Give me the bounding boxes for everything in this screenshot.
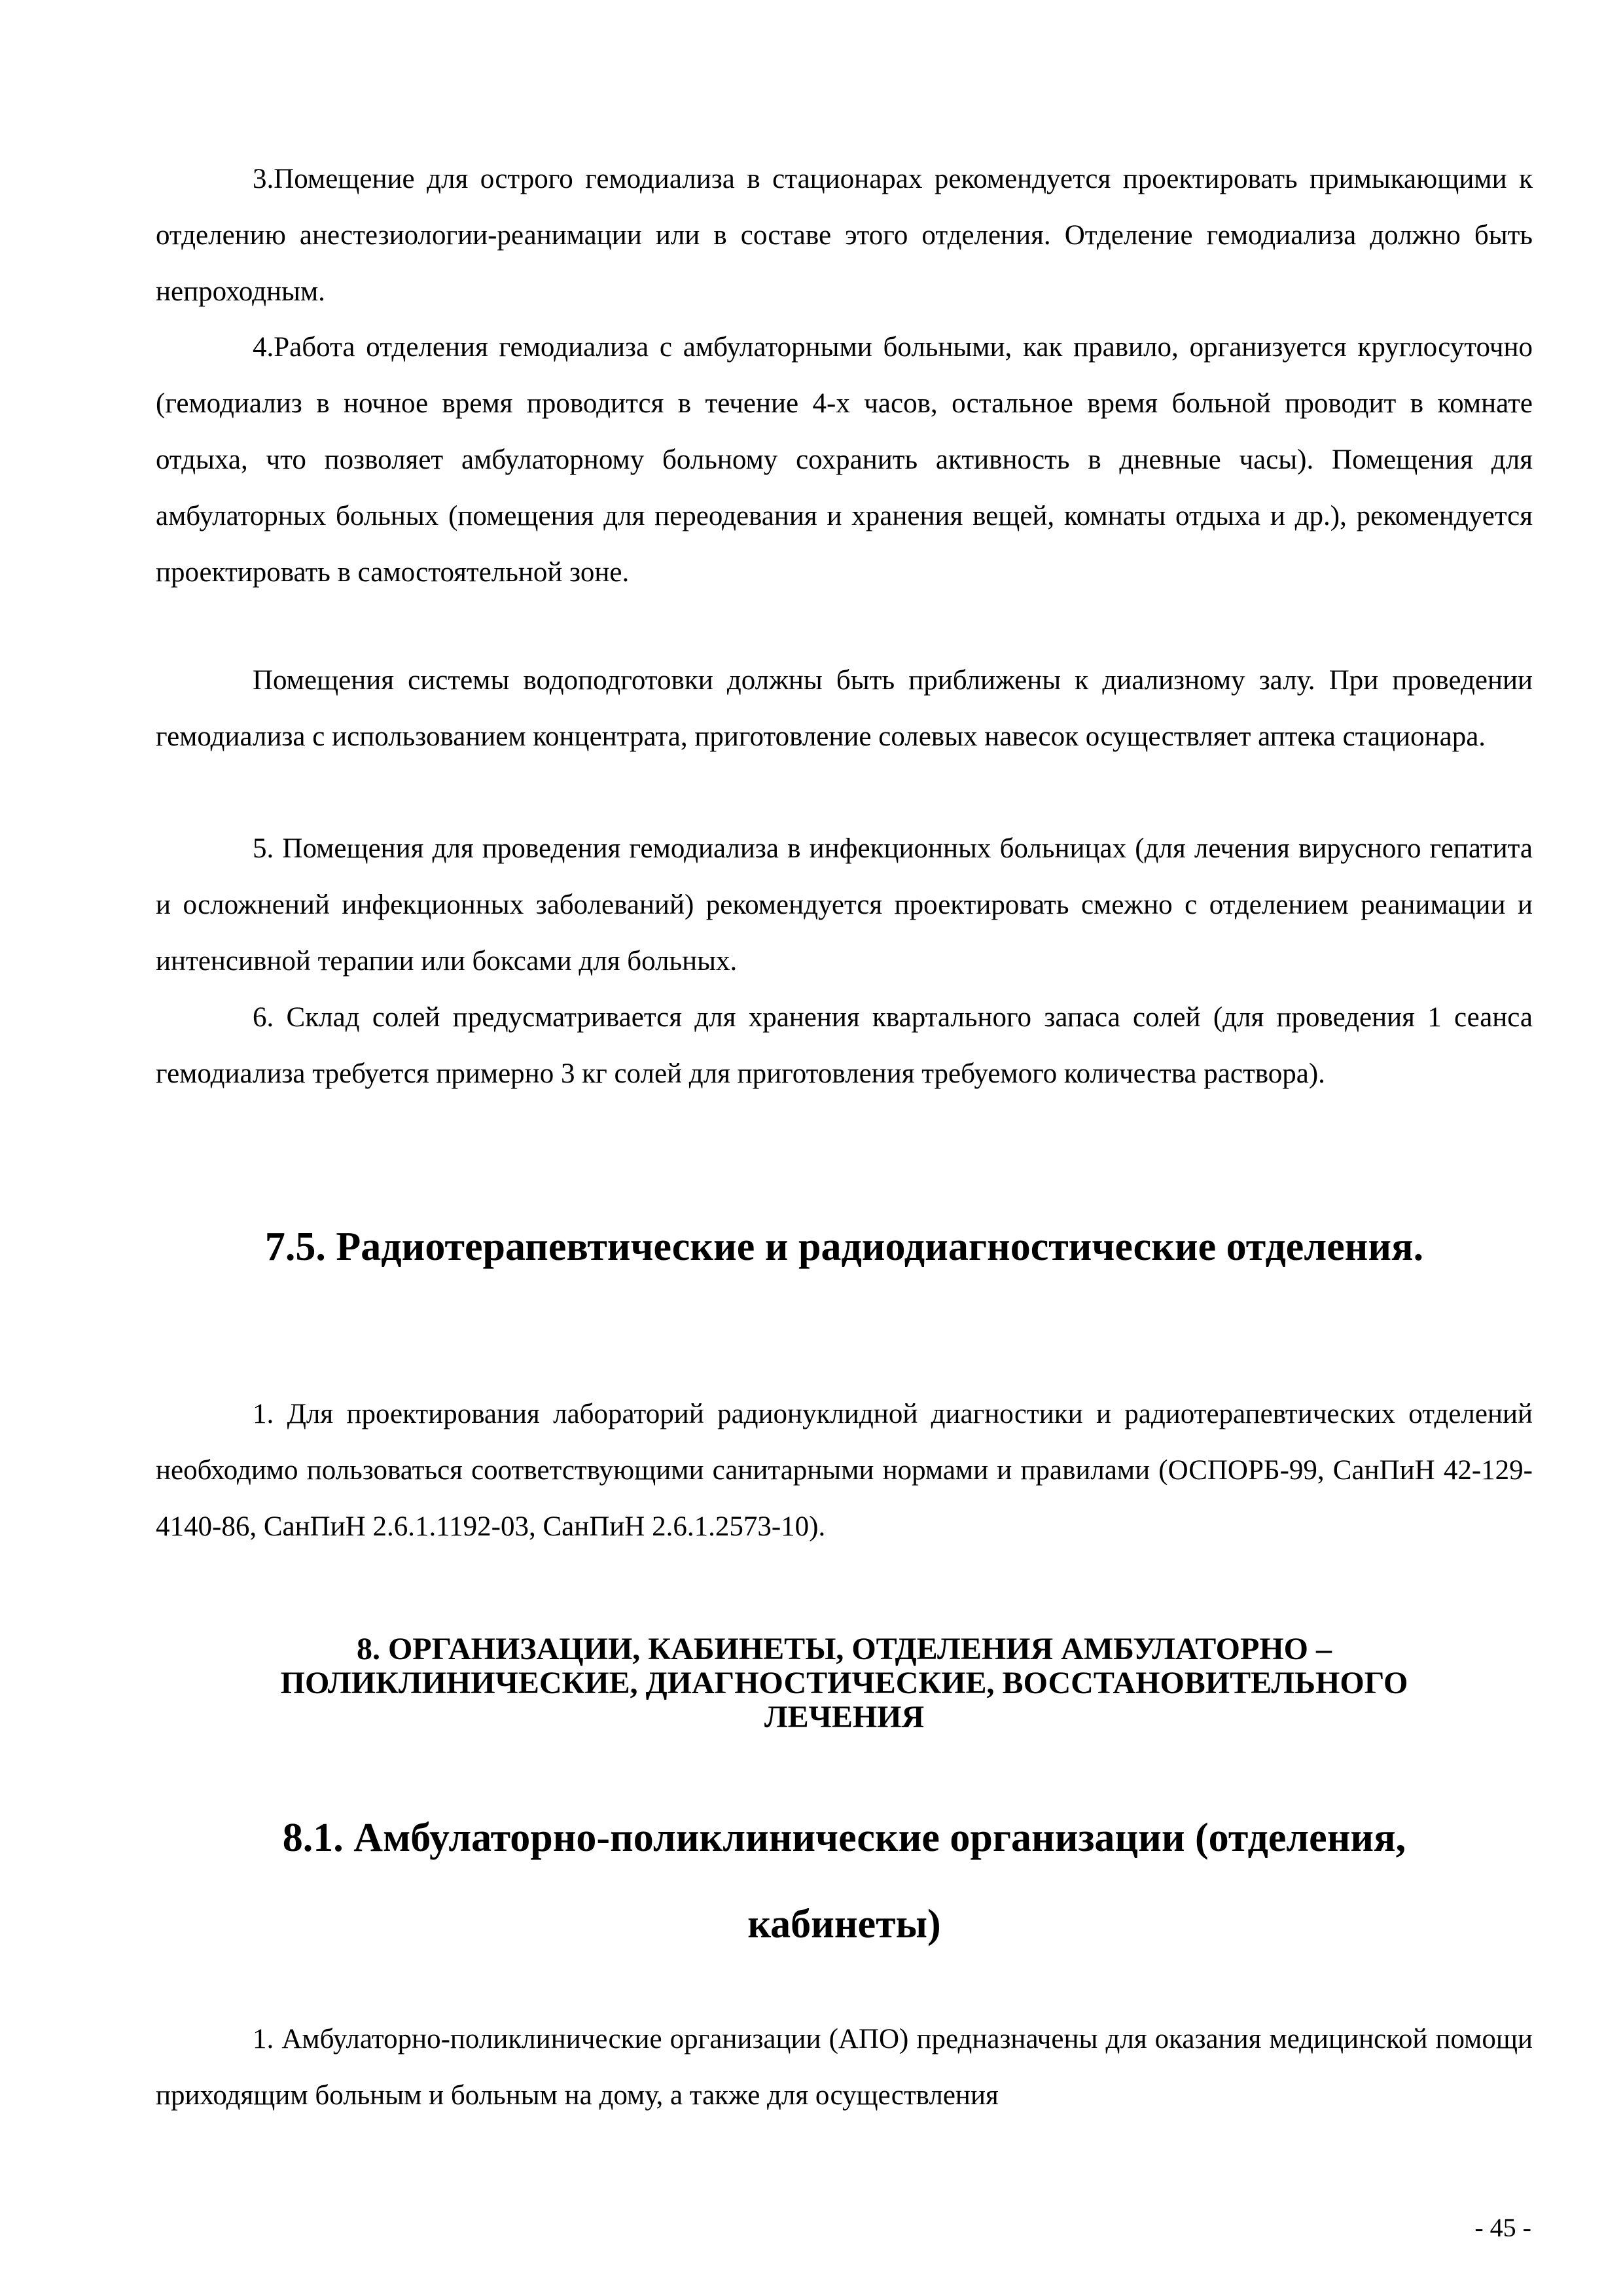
section-heading-8-1 [156, 1795, 1533, 1967]
paragraph-4: 4.Работа отделения гемодиализа с амбулаторными больными, как правило, организуется круглосуточно (гемодиализ в ночное время проводится в течение 4-х часов, остальное время больной проводит в комнате отдыха, что позволяет амбулаторному больному сохранить активность в дневные часы). Помещения для амбулаторных больных (помещения для переодевания и хранения вещей, комнаты отдыха и др.), рекомендуется проектировать в самостоятельной зоне. [156, 332, 1533, 588]
section-heading-8-line-1: 8. ОРГАНИЗАЦИИ, КАБИНЕТЫ, ОТДЕЛЕНИЯ АМБУЛАТОРНО – [356, 1632, 1332, 1666]
section-heading-8-1-line-2: кабинеты) [747, 1902, 941, 1946]
paragraph-radiology: 1. Для проектирования лабораторий радионуклидной диагностики и радиотерапевтических отделений необходимо пользоваться соответствующими санитарными нормами и правилами (ОСПОРБ-99, СанПиН 42-129-4140-86, СанПиН 2.6.1.1192-03, СанПиН 2.6.1.2573-10). [156, 1399, 1533, 1542]
paragraph-water-treatment: Помещения системы водоподготовки должны быть приближены к диализному залу. При проведении гемодиализа с использованием концентрата, приготовление солевых навесок осуществляет аптека стационара. [156, 665, 1533, 752]
section-heading-8-1-line-1: 8.1. Амбулаторно-поликлинические организации (отделения, [282, 1816, 1406, 1860]
page-number: - 45 - [1474, 2213, 1531, 2242]
section-heading-8-line-2: ПОЛИКЛИНИЧЕСКИЕ, ДИАГНОСТИЧЕСКИЕ, ВОССТАНОВИТЕЛЬНОГО [280, 1666, 1408, 1700]
paragraph-3: 3.Помещение для острого гемодиализа в стационарах рекомендуется проектировать примыкающими к отделению анестезиологии-реанимации или в составе этого отделения. Отделение гемодиализа должно быть непроходным. [156, 164, 1533, 307]
paragraph-apo: 1. Амбулаторно-поликлинические организации (АПО) предназначены для оказания медицинской помощи приходящим больным и больным на дому, а также для осуществления [156, 2024, 1533, 2111]
section-heading-8 [156, 1632, 1533, 1734]
section-heading-7-5: 7.5. Радиотерапевтические и радиодиагностические отделения. [264, 1225, 1424, 1269]
section-heading-8-line-3: ЛЕЧЕНИЯ [764, 1700, 925, 1734]
paragraph-5: 5. Помещения для проведения гемодиализа в инфекционных больницах (для лечения вирусного гепатита и осложнений инфекционных заболеваний) рекомендуется проектировать смежно с отделением реанимации и интенсивной терапии или боксами для больных. [156, 833, 1533, 977]
paragraph-6: 6. Склад солей предусматривается для хранения квартального запаса солей (для проведения 1 сеанса гемодиализа требуется примерно 3 кг солей для приготовления требуемого количества раствора). [156, 1002, 1533, 1089]
